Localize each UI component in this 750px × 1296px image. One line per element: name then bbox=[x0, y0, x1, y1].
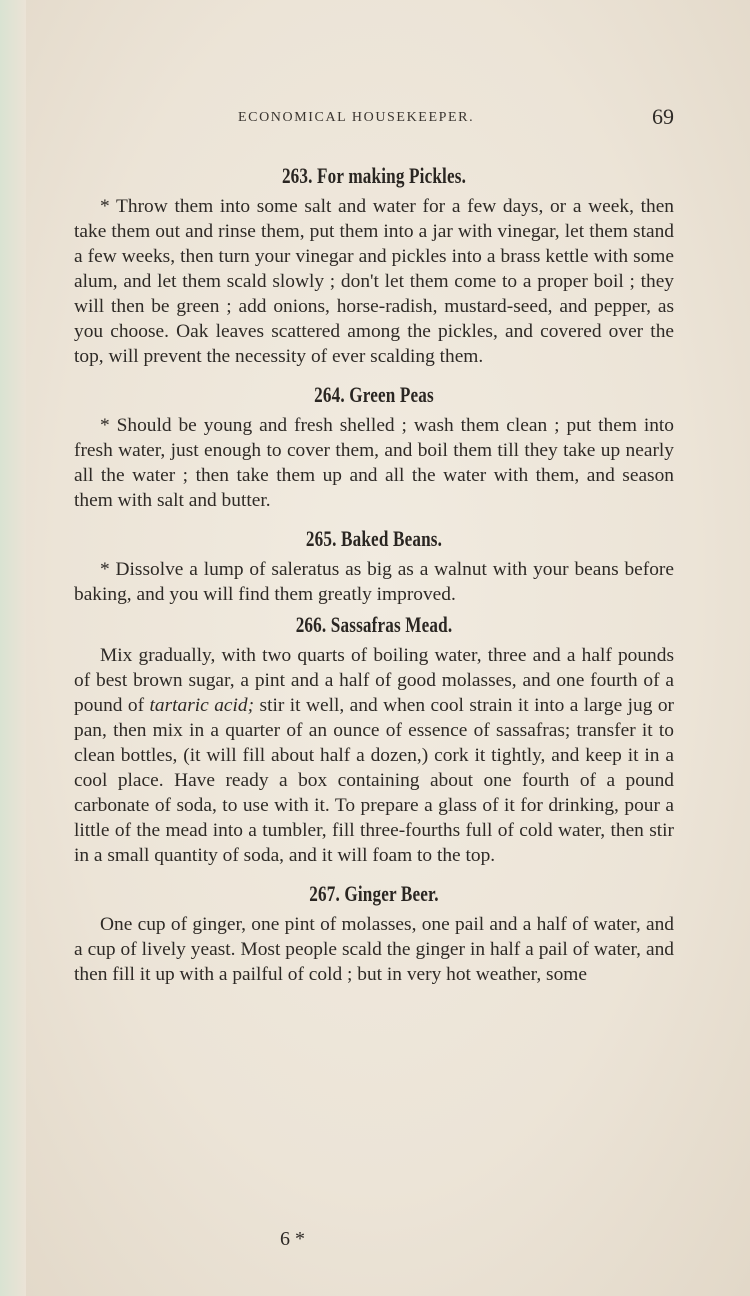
signature-mark: 6 * bbox=[280, 1228, 305, 1250]
italic-term: tartaric acid; bbox=[149, 695, 255, 716]
recipe-263 bbox=[74, 158, 674, 369]
recipe-267 bbox=[74, 876, 674, 987]
section-text: One cup of ginger, one pint of molasses, one pail and a half of water, and a cup of lively yeast. Most people scald the ginger in half a pail of water, and then fill it up with a pailful of cold ; but in very hot weather, some bbox=[74, 914, 674, 985]
text-before-italic: Mix gradually, with two quarts of boiling water, three and a half pounds of best brown sugar, a pint and a half of good molasses, and one fourth of a pound of bbox=[74, 645, 674, 716]
running-head: ECONOMICAL HOUSEKEEPER. bbox=[238, 110, 475, 125]
section-text: * Dissolve a lump of saleratus as big as a walnut with your beans before baking, and you will find them greatly improved. bbox=[74, 559, 674, 605]
recipe-265 bbox=[74, 521, 674, 607]
section-title: 263. For making Pickles. bbox=[281, 163, 467, 188]
section-text bbox=[74, 643, 674, 868]
page-header bbox=[74, 106, 674, 136]
section-title: 264. Green Peas bbox=[314, 382, 434, 407]
section-title: 266. Sassafras Mead. bbox=[295, 612, 453, 637]
recipe-266 bbox=[74, 607, 674, 868]
section-text: * Should be young and fresh shelled ; wash them clean ; put them into fresh water, just enough to cover them, and boil them till they take up nearly all the water ; then take them up and all the water with them, and season them with salt and butter. bbox=[74, 415, 674, 511]
section-title: 267. Ginger Beer. bbox=[309, 881, 439, 906]
page-number: 69 bbox=[652, 104, 674, 129]
section-text: * Throw them into some salt and water for a few days, or a week, then take them out and rinse them, put them into a jar with vinegar, let them stand a few weeks, then turn your vinegar and pickles into a brass kettle with some alum, and let them scald slowly ; don't let them come to a proper boil ; they will then be green ; add onions, horse-radish, mustard-seed, and pepper, as you choose. Oak leaves scattered among the pickles, and covered over the top, will prevent the necessity of ever scalding them. bbox=[74, 196, 674, 367]
section-title: 265. Baked Beans. bbox=[305, 526, 443, 551]
text-after-italic: stir it well, and when cool strain it into a large jug or pan, then mix in a quarter of an ounce of essence of sassafras; transfer it to clean bottles, (it will fill about half a dozen,) cork it tightly, and keep it in a cool place. Have ready a box containing about one fourth of a pound carbonate of soda, to use with it. To prepare a glass of it for drinking, pour a little of the mead into a tumbler, fill three-fourths full of cold water, then stir in a small quantity of soda, and it will foam to the top. bbox=[74, 695, 674, 866]
recipe-264 bbox=[74, 377, 674, 513]
page-body bbox=[74, 158, 674, 987]
